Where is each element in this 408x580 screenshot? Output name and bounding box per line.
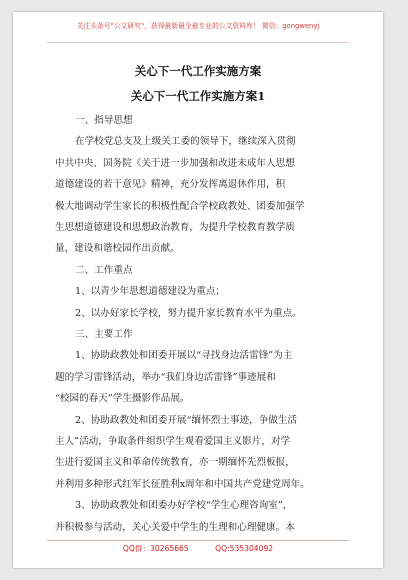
paragraph-line: 量，建设和谐校园作出贡献。 — [55, 243, 180, 255]
promo-banner: 关注头条号"公文研究"，获得最新最全最专业的公文资料库！ 微信：gongwenyj — [76, 22, 320, 30]
section-heading: 一、指导思想 — [75, 115, 133, 126]
paragraph-line: 1、以青少年思想道德建设为重点； — [75, 286, 226, 298]
paragraph-line: 并积极参与活动，关心关爱中学生的生理和心理健康。本 — [55, 521, 295, 533]
paragraph-line: 道德建设的若干意见》精神，充分发挥离退休作用，积 — [55, 179, 286, 191]
document-title: 关心下一代工作实施方案 — [134, 64, 262, 78]
section-heading: 二、工作重点 — [75, 264, 133, 276]
footer-contacts — [13, 543, 383, 554]
paragraph-line: 3、协助政教处和团委办好学校“学生心理咨询室”， — [75, 500, 293, 512]
paragraph-line: 生思想道德建设和思想政治教育，为提升学校教育教学质 — [55, 222, 295, 233]
paragraph-line: 2、以办好家长学校，努力提升家长教育水平为重点。 — [75, 307, 302, 319]
section-heading: 三、主要工作 — [75, 329, 133, 340]
document-page — [13, 12, 383, 568]
header-divider — [47, 42, 349, 43]
document-subtitle: 关心下一代工作实施方案1 — [130, 89, 266, 103]
paragraph-line: 1、协助政教处和团委开展以“寻找身边活雷锋”为主 — [75, 350, 293, 362]
paragraph-line: 在学校党总支及上级关工委的领导下，继续深入贯彻 — [75, 136, 296, 148]
qq-group-number: QQ群：30265665 — [122, 544, 189, 553]
footer-divider — [47, 540, 349, 541]
paragraph-line: 生进行爱国主义和革命传统教育，亦一期缅怀先烈板报， — [55, 457, 295, 469]
paragraph-line: “校园的春天”学生摄影作品展。 — [55, 393, 190, 405]
paragraph-line: 并利用多种形式红军长征胜利x周年和中国共产党建党周年。 — [55, 478, 310, 490]
paragraph-line: 极大地调动学生家长的积极性配合学校政教处、团委加强学 — [55, 200, 305, 212]
paragraph-line: 2、协助政教处和团委开展“缅怀烈士事迹，争做生活 — [75, 414, 298, 426]
paragraph-line: 题的学习雷锋活动，举办“我们身边活雷锋”事迹展和 — [55, 371, 276, 383]
paragraph-line: 中共中央、国务院《关于进一步加强和改进未成年人思想 — [55, 157, 295, 169]
qq-number: QQ:535304092 — [215, 544, 274, 553]
paragraph-line: 主人”活动，争取条件组织学生观看爱国主义影片，对学 — [55, 436, 291, 447]
